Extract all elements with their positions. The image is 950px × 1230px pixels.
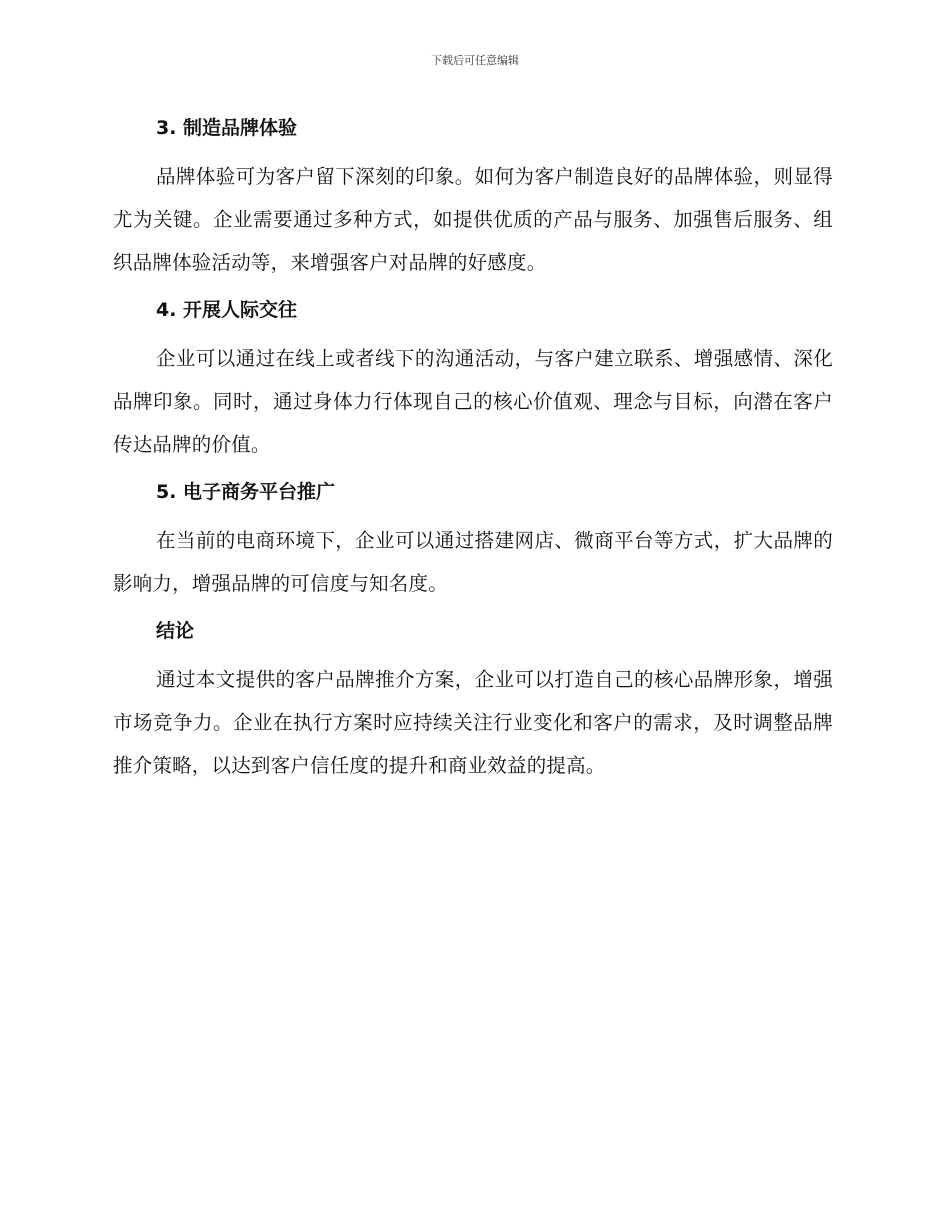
- document-body: [113, 108, 833, 787]
- section-paragraph-ecommerce: 在当前的电商环境下，企业可以通过搭建网店、微商平台等方式，扩大品牌的影响力，增强品牌的可信度与知名度。: [113, 529, 833, 595]
- section-heading-interpersonal: 4. 开展人际交往: [156, 299, 298, 321]
- section-heading-ecommerce: 5. 电子商务平台推广: [156, 481, 336, 503]
- page-header: 下载后可任意编辑: [431, 54, 519, 67]
- section-heading-conclusion: 结论: [156, 620, 195, 642]
- section-paragraph-interpersonal: 企业可以通过在线上或者线下的沟通活动，与客户建立联系、增强感情、深化品牌印象。同时，通过身体力行体现自己的核心价值观、理念与目标，向潜在客户传达品牌的价值。: [113, 347, 833, 456]
- section-heading-brand-experience: 3. 制造品牌体验: [156, 117, 298, 139]
- section-paragraph-conclusion: 通过本文提供的客户品牌推介方案，企业可以打造自己的核心品牌形象，增强市场竞争力。企业在执行方案时应持续关注行业变化和客户的需求，及时调整品牌推介策略，以达到客户信任度的提升和商业效益的提高。: [113, 668, 833, 777]
- section-paragraph-brand-experience: 品牌体验可为客户留下深刻的印象。如何为客户制造良好的品牌体验，则显得尤为关键。企业需要通过多种方式，如提供优质的产品与服务、加强售后服务、组织品牌体验活动等，来增强客户对品牌的好感度。: [113, 165, 833, 274]
